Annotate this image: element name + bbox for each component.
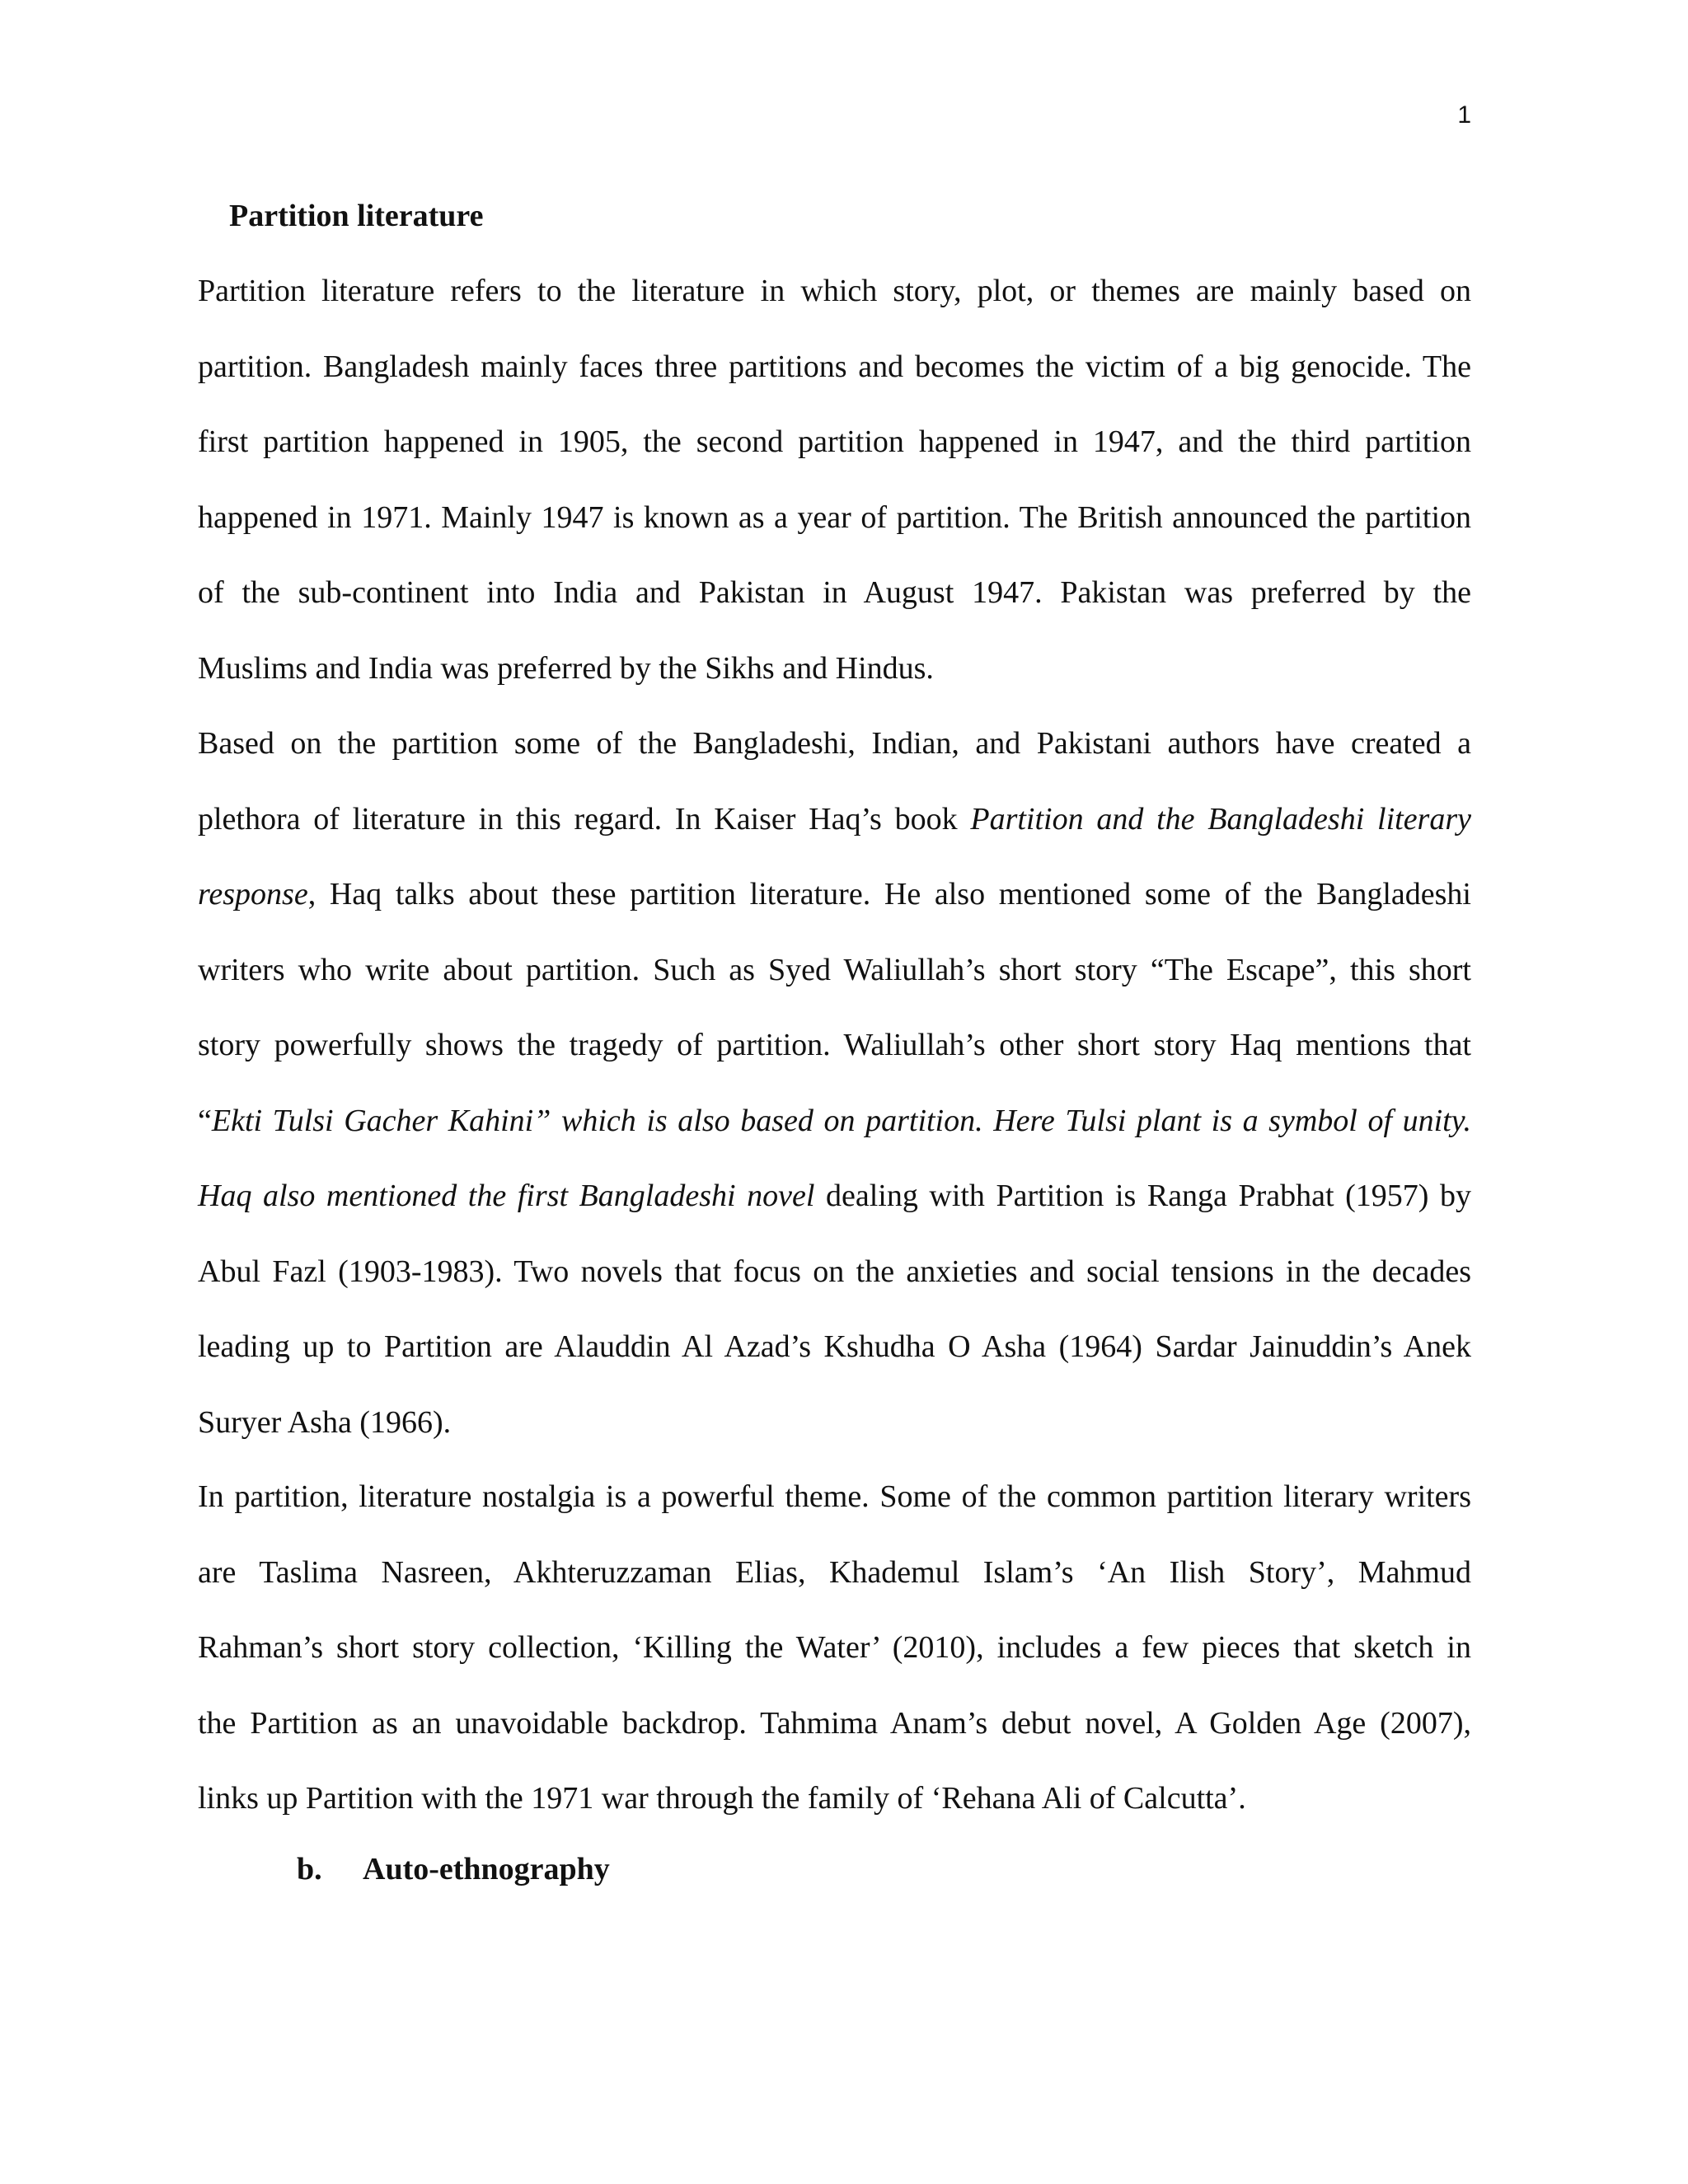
text-segment: “: [198, 1103, 212, 1138]
text-line: Abul Fazl (1903-1983). Two novels that focus on the anxieties and social tensions in the decades: [198, 1254, 1471, 1289]
italic-book-title: Partition and the Bangladeshi literary: [970, 801, 1472, 837]
text-line: Rahman’s short story collection, ‘Killing the Water’ (2010), includes a few pieces that sketch in: [198, 1630, 1471, 1665]
text-segment: , Haq talks about these partition literature. He also mentioned some of the Bangladeshi: [307, 877, 1471, 912]
text-line: Partition literature refers to the literature in which story, plot, or themes are mainly based on: [198, 274, 1471, 308]
paragraph-literary-response: [198, 724, 1471, 1478]
text-line: are Taslima Nasreen, Akhteruzzaman Elias, Khademul Islam’s ‘An Ilish Story’, Mahmud: [198, 1554, 1471, 1590]
subsection-heading: [297, 1849, 610, 1889]
text-line: story powerfully shows the tragedy of partition. Waliullah’s other short story Haq mentions that: [198, 1028, 1471, 1062]
text-line: leading up to Partition are Alauddin Al Azad’s Kshudha O Asha (1964) Sardar Jainuddin’s Anek: [198, 1329, 1471, 1364]
italic-text: Haq also mentioned the first Bangladeshi novel: [198, 1179, 815, 1213]
text-line: first partition happened in 1905, the second partition happened in 1947, and the third partition: [198, 424, 1471, 459]
text-line: links up Partition with the 1971 war through the family of ‘Rehana Ali of Calcutta’.: [198, 1781, 1246, 1816]
subsection-marker: b.: [297, 1852, 322, 1886]
italic-text: Ekti Tulsi Gacher Kahini” which is also based on partition. Here Tulsi plant is a symbol of unity.: [211, 1103, 1471, 1138]
text-line: In partition, literature nostalgia is a powerful theme. Some of the common partition literary writers: [198, 1479, 1471, 1514]
text-line: [198, 1176, 1471, 1252]
paragraph-intro: [198, 271, 1471, 724]
text-line: Based on the partition some of the Bangladeshi, Indian, and Pakistani authors have created a: [198, 726, 1471, 761]
italic-book-title: response: [198, 877, 308, 912]
subsection-title: Auto-ethnography: [363, 1852, 610, 1886]
text-line: the Partition as an unavoidable backdrop. Tahmima Anam’s debut novel, A Golden Age (2007),: [198, 1705, 1471, 1741]
text-line: of the sub-continent into India and Pakistan in August 1947. Pakistan was preferred by the: [198, 575, 1471, 610]
text-line: Muslims and India was preferred by the Sikhs and Hindus.: [198, 650, 934, 686]
text-line: writers who write about partition. Such as Syed Waliullah’s short story “The Escape”, this short: [198, 952, 1471, 987]
text-line: partition. Bangladesh mainly faces three partitions and becomes the victim of a big genocide. The: [198, 349, 1471, 384]
text-line: Suryer Asha (1966).: [198, 1404, 452, 1440]
section-title: Partition literature: [229, 199, 484, 233]
text-line: [198, 874, 1471, 950]
text-segment: plethora of literature in this regard. In Kaiser Haq’s book: [198, 801, 971, 837]
text-line: [198, 1101, 1471, 1177]
text-segment: dealing with Partition is Ranga Prabhat (1957) by: [814, 1179, 1471, 1213]
paragraph-nostalgia: [198, 1477, 1471, 1854]
page-number: 1: [1457, 101, 1471, 129]
text-line: [198, 799, 1471, 875]
text-line: happened in 1971. Mainly 1947 is known as a year of partition. The British announced the partition: [198, 499, 1471, 535]
